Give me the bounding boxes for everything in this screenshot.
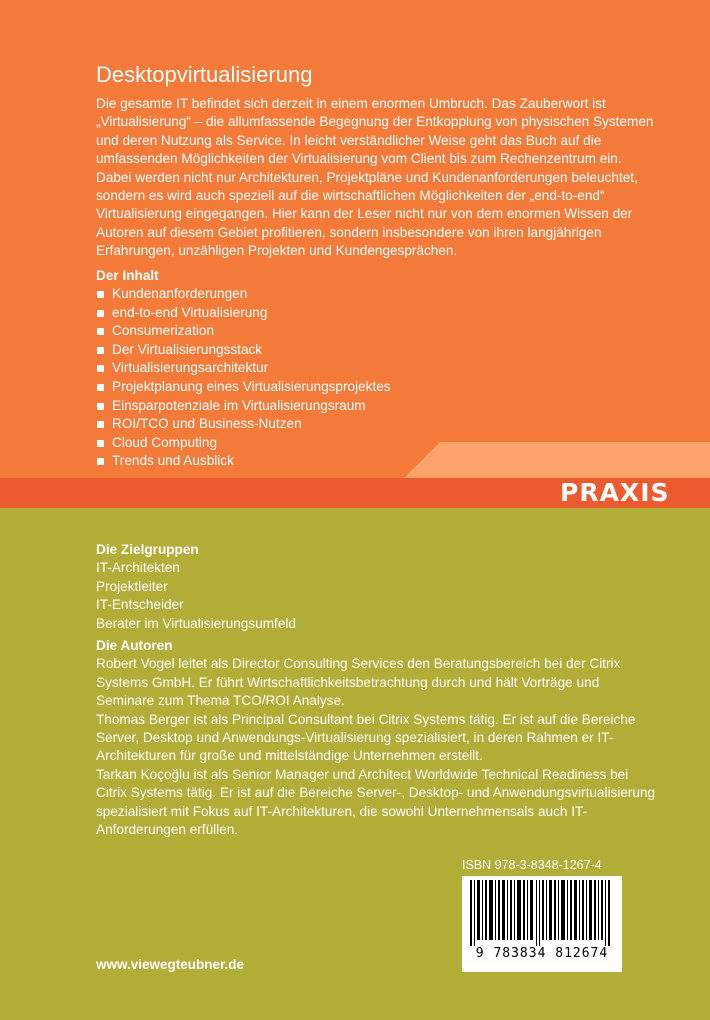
audience-item: IT-Architekten	[96, 560, 180, 576]
contents-heading: Der Inhalt	[96, 267, 159, 283]
list-item: Projektplanung eines Virtualisierungsprojektes	[96, 378, 656, 397]
audience-item: Berater im Virtualisierungsumfeld	[96, 615, 296, 631]
isbn-label: ISBN 978-3-8348-1267-4	[462, 858, 602, 872]
publisher-website[interactable]: www.viewegteubner.de	[96, 957, 245, 972]
audience-heading: Die Zielgruppen	[96, 542, 199, 557]
bullet-square-icon	[97, 458, 104, 465]
intro-text: Die gesamte IT befindet sich derzeit in einem enormen Umbruch. Das Zauberwort ist „Virtualisierung“ – die allumfassende Begegnung der Entkopplung von physischen Systemen und deren Nutzung als Service. In leicht verständlicher Weise geht das Buch auf die umfassenden Möglichkeiten der Virtualisierung vom Client bis zum Rechenzentrum ein. Dabei werden nicht nur Architekturen, Projektpläne und Kundenanforderungen beleuchtet, sondern es wird auch speziell auf die wirtschaftlichen Möglichkeiten der „end-to-end“ Virtualisierung eingegangen. Hier kann der Leser nicht nur von dem enormen Wissen der Autoren auf diesem Gebiet profitieren, sondern insbesondere von ihren langjährigen Erfahrungen, unzähligen Projekten und Kundengesprächen.	[96, 96, 654, 259]
list-item: Virtualisierungsarchitektur	[96, 359, 656, 378]
list-item: Der Virtualisierungsstack	[96, 341, 656, 360]
series-label: PRAXIS	[560, 478, 670, 507]
bullet-square-icon	[97, 365, 104, 372]
book-title: Desktopvirtualisierung	[96, 62, 313, 87]
barcode-bars-icon	[462, 876, 622, 946]
bullet-square-icon	[97, 310, 104, 317]
bullet-square-icon	[97, 384, 104, 391]
list-item: ROI/TCO und Business-Nutzen	[96, 415, 656, 434]
audience-item: IT-Entscheider	[96, 597, 184, 613]
bullet-square-icon	[97, 403, 104, 410]
bullet-square-icon	[97, 421, 104, 428]
bullet-square-icon	[97, 347, 104, 354]
description-section	[96, 62, 656, 471]
author-bio: Tarkan Koçoğlu ist als Senior Manager und Architect Worldwide Technical Readiness bei Citrix Systems tätig. Er ist auf die Bereiche Server-, Desktop- und Anwendungsvirtualisierung spezialisiert mit Fokus auf IT-Architekturen, die sowohl Unternehmensals auch IT-Anforderungen erfüllen.	[96, 766, 656, 838]
list-item: end-to-end Virtualisierung	[96, 304, 656, 323]
barcode	[462, 876, 622, 972]
authors-heading: Die Autoren	[96, 638, 173, 654]
bullet-square-icon	[97, 440, 104, 447]
list-item: Kundenanforderungen	[96, 285, 656, 304]
bullet-square-icon	[97, 291, 104, 298]
list-item: Einsparpotenziale im Virtualisierungsraum	[96, 397, 656, 416]
author-bio: Thomas Berger ist als Principal Consultant bei Citrix Systems tätig. Er ist auf die Bereiche Server, Desktop und Anwendungs-Virtualisierung spezialisiert, in deren Rahmen er IT-Architekturen für große und mittelständige Unternehmen erstellt.	[96, 711, 636, 764]
audience-item: Projektleiter	[96, 578, 168, 594]
list-item: Consumerization	[96, 322, 656, 341]
bullet-square-icon	[97, 328, 104, 335]
contents-list	[96, 285, 656, 471]
audience-authors-section	[96, 541, 656, 840]
list-item: Cloud Computing	[96, 434, 656, 453]
list-item: Trends und Ausblick	[96, 452, 656, 471]
author-bio: Robert Vogel leitet als Director Consulting Services den Beratungsbereich bei der Citrix Systems GmbH. Er führt Wirtschaftlichkeitsbetrachtung durch und hält Vorträge und Seminare zum Thema TCO/ROI Analyse.	[96, 656, 621, 709]
barcode-digits: 9 783834 812674	[462, 946, 622, 961]
